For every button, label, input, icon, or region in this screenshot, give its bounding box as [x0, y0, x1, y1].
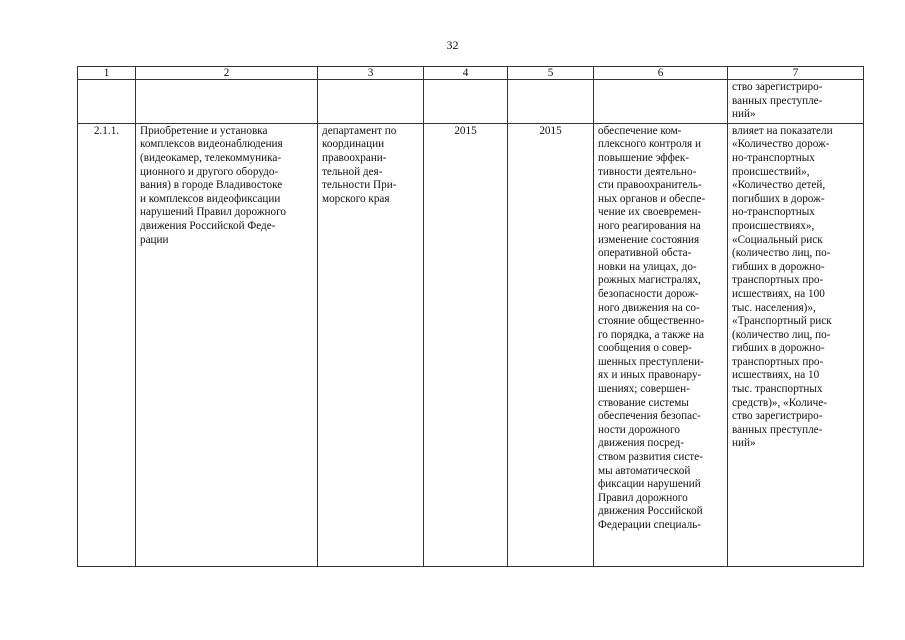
continuation-cell-4	[424, 80, 508, 124]
column-number-2: 2	[136, 67, 318, 80]
text-line: тыс. населения)»,	[732, 301, 816, 314]
text-line: ний»	[732, 108, 756, 121]
text-line: департамент по	[322, 124, 397, 137]
text-line: рожных магистралях,	[598, 274, 701, 287]
page-number: 32	[446, 38, 459, 52]
text-line: происшествиях»,	[732, 219, 815, 232]
text-line: тельности При-	[322, 179, 397, 192]
text-line: транспортных про-	[732, 274, 824, 287]
text-line: ство зарегистриро-	[732, 81, 823, 93]
text-line: транспортных про-	[732, 355, 824, 368]
item-start-year-cell: 2015	[424, 123, 508, 566]
item-number-cell: 2.1.1.	[78, 123, 136, 566]
text-line: «Количество детей,	[732, 179, 826, 192]
text-line: вания) в городе Владивостоке	[140, 179, 283, 192]
table-row	[78, 123, 864, 566]
text-line: ство зарегистриро-	[732, 410, 823, 423]
text-line: стояние общественно-	[598, 315, 705, 328]
text-line: морского края	[322, 192, 390, 205]
continuation-indicator-cell	[728, 80, 864, 124]
text-line: движения посред-	[598, 437, 685, 450]
item-result-cell	[594, 123, 728, 566]
text-line: нарушений Правил дорожного	[140, 206, 287, 219]
text-line: фиксации нарушений	[598, 478, 701, 491]
text-line: повышение эффек-	[598, 151, 689, 164]
text-line: тельной дея-	[322, 165, 383, 178]
continuation-cell-5	[508, 80, 594, 124]
text-line: Приобретение и установка	[140, 124, 268, 137]
text-line: изменение состояния	[598, 233, 700, 246]
text-line: средств)», «Количе-	[732, 396, 827, 409]
text-line: плексного контроля и	[598, 138, 701, 151]
column-number-7: 7	[728, 67, 864, 80]
text-line: шениях; совершен-	[598, 383, 690, 396]
text-line: ного движения на со-	[598, 301, 700, 314]
text-line: чение их своевремен-	[598, 206, 702, 219]
text-line: (количество лиц, по-	[732, 247, 831, 260]
text-line: Федерации специаль-	[598, 519, 701, 531]
column-number-5: 5	[508, 67, 594, 80]
text-line: сти правоохранитель-	[598, 179, 702, 192]
text-line: движения Российской	[598, 505, 703, 518]
text-line: го порядка, а также на	[598, 328, 705, 341]
table-header-row	[78, 67, 864, 80]
text-line: координации	[322, 138, 385, 151]
text-line: исшествиях, на 10	[732, 369, 820, 382]
text-line: тивности деятельно-	[598, 165, 697, 178]
text-line: сообщения о совер-	[598, 342, 692, 355]
text-line: ности дорожного	[598, 423, 680, 436]
text-line: (количество лиц, по-	[732, 328, 831, 341]
text-line: но-транспортных	[732, 206, 815, 219]
continuation-cell-2	[136, 80, 318, 124]
text-line: правоохрани-	[322, 151, 387, 164]
continuation-row	[78, 80, 864, 124]
text-line: ного реагирования на	[598, 219, 701, 232]
text-line: ных органов и обеспе-	[598, 192, 706, 205]
item-description-cell	[136, 123, 318, 566]
text-line: безопасности дорож-	[598, 287, 699, 300]
text-line: гибших в дорожно-	[732, 260, 825, 273]
text-line: (видеокамер, телекоммуника-	[140, 151, 282, 164]
continuation-cell-1	[78, 80, 136, 124]
text-line: исшествиях, на 100	[732, 287, 825, 300]
text-line: погибших в дорож-	[732, 192, 825, 205]
item-indicator-cell	[728, 123, 864, 566]
text-line: гибших в дорожно-	[732, 342, 825, 355]
text-line: новки на улицах, до-	[598, 260, 697, 273]
text-line: «Социальный риск	[732, 233, 823, 246]
text-line: шенных преступлени-	[598, 355, 704, 368]
continuation-cell-3	[318, 80, 424, 124]
text-line: оперативной обста-	[598, 247, 692, 260]
text-line: ционного и другого оборудо-	[140, 165, 279, 178]
program-table	[77, 66, 864, 567]
text-line: «Количество дорож-	[732, 138, 830, 151]
text-line: ванных преступле-	[732, 94, 823, 107]
item-end-year-cell: 2015	[508, 123, 594, 566]
text-line: комплексов видеонаблюдения	[140, 138, 283, 151]
text-line: рации	[140, 233, 169, 246]
item-executor-cell	[318, 123, 424, 566]
text-line: ствование системы	[598, 396, 689, 409]
text-line: ний»	[732, 437, 756, 450]
text-line: ством развития систе-	[598, 451, 703, 464]
text-line: тыс. транспортных	[732, 383, 823, 396]
text-line: мы автоматической	[598, 464, 691, 477]
text-line: движения Российской Феде-	[140, 219, 276, 232]
text-line: ях и иных правонару-	[598, 369, 702, 382]
text-line: ванных преступле-	[732, 423, 823, 436]
text-line: и комплексов видеофиксации	[140, 192, 281, 205]
column-number-6: 6	[594, 67, 728, 80]
text-line: обеспечение ком-	[598, 124, 682, 137]
text-line: обеспечения безопас-	[598, 410, 701, 423]
text-line: но-транспортных	[732, 151, 815, 164]
column-number-1: 1	[78, 67, 136, 80]
text-line: «Транспортный риск	[732, 315, 832, 328]
continuation-cell-6	[594, 80, 728, 124]
column-number-4: 4	[424, 67, 508, 80]
column-number-3: 3	[318, 67, 424, 80]
text-line: Правил дорожного	[598, 491, 688, 504]
text-line: влияет на показатели	[732, 124, 833, 137]
text-line: происшествий»,	[732, 165, 810, 178]
